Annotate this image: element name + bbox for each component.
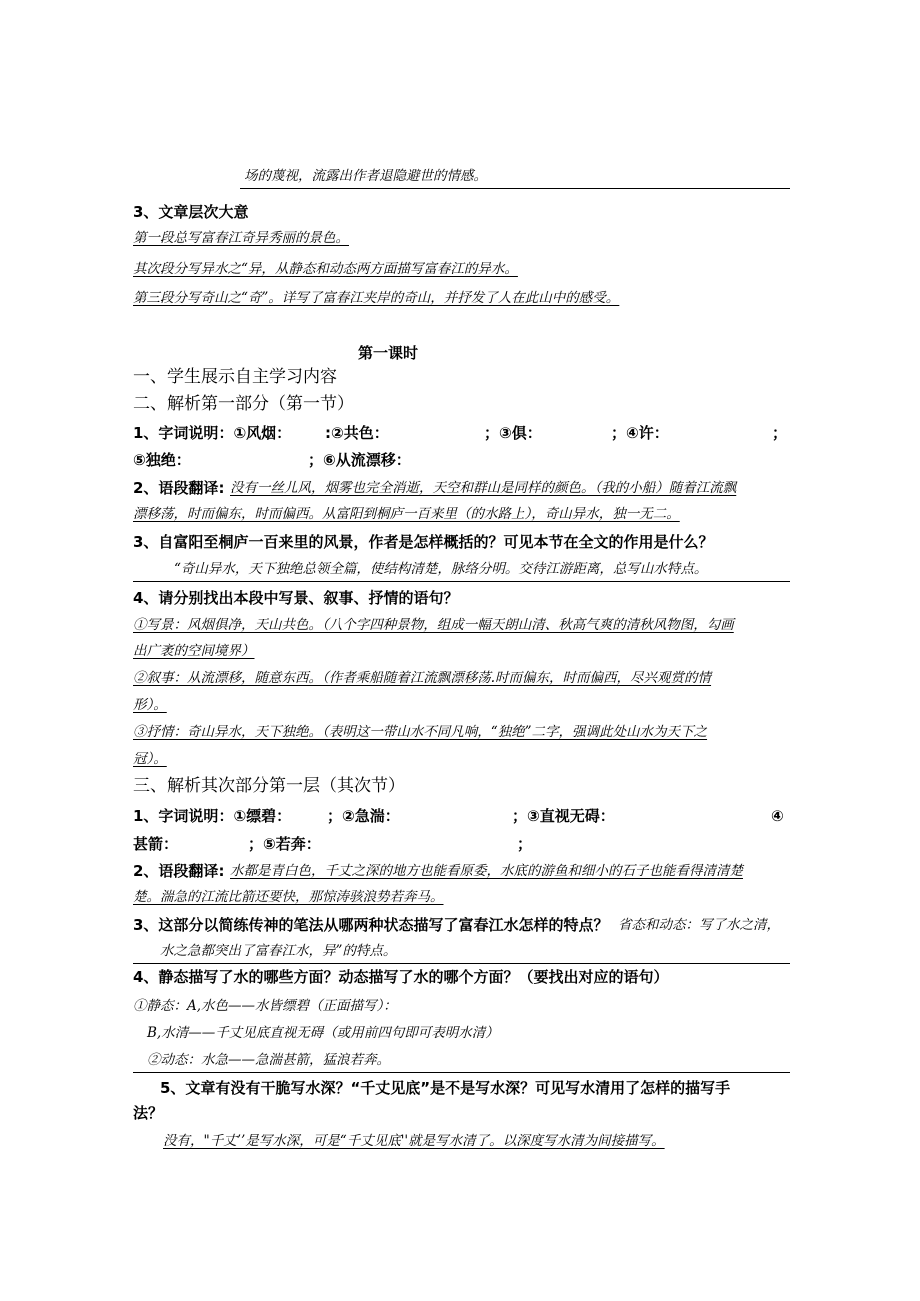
structure-para-1: 第一段总写富春江奇异秀丽的景色。: [133, 230, 349, 246]
answer-rule: [133, 963, 790, 964]
translation-label: 2、语段翻译:: [133, 479, 225, 497]
section-2-heading: 二、解析第一部分（第一节）: [133, 394, 354, 414]
vocab-sep: ；: [772, 424, 788, 442]
question-5: 5、文章有没有干脆写水深？“千丈见底”是不是写水深？可见写水清用了怎样的描写手: [160, 1079, 731, 1097]
vocab-item-ju: ；③俱：: [484, 424, 542, 442]
vocab-item-gongse: :②共色：: [325, 424, 389, 442]
vocab-question-1: 1、字词说明：①风烟：: [133, 424, 292, 442]
lesson-title: 第一课时: [358, 344, 419, 362]
vocab-sep: ；: [517, 835, 533, 853]
question-5-cont: 法？: [133, 1104, 164, 1122]
answer-4-static-a: ①静态：A,水色——水皆缥碧（正面描写）：: [133, 998, 397, 1014]
question-3-part3: 3、这部分以简练传神的笔法从哪两种状态描写了富春江水怎样的特点？: [133, 916, 609, 934]
answer-4-scene-1: ①写景：风烟俱净，天山共色。（八个字四种景物，组成一幅天朗山清、秋高气爽的清秋风物图，勾画: [133, 617, 734, 633]
answer-3-part3-b: 水之急都突出了富春江水，异”的特点。: [160, 943, 397, 959]
continuation-line: 场的蔑视，流露出作者退隐避世的情感。: [244, 168, 487, 184]
answer-4-dynamic: ②动态：水急——急湍甚箭，猛浪若奔。: [147, 1052, 390, 1068]
answer-4-narrate-2: 形）。: [133, 697, 167, 713]
answer-5: 没有，"千丈’’是写水深，可是“千丈见底''就是写水清了。以深度写水清为间接描写。: [163, 1133, 665, 1149]
answer-rule: [133, 581, 790, 582]
structure-para-2: 其次段分写异水之“异，从静态和动态两方面描写富春江的异水。: [133, 261, 518, 277]
section-1-heading: 一、学生展示自主学习内容: [133, 367, 337, 387]
section-3-heading: 三、解析其次部分第一层（其次节）: [133, 776, 405, 796]
vocab-num-4: ④: [771, 807, 784, 825]
answer-4-emotion-1: ③抒情：奇山异水，天下独绝。（表明这一带山水不同凡响，“独绝”二字，强调此处山水为天下之: [133, 724, 708, 740]
structure-para-3: 第三段分写奇山之“奇”。详写了富春江夹岸的奇山，并抒发了人在此山中的感受。: [133, 290, 620, 306]
translation2-line-1: 水都是青白色，千丈之深的地方也能看原委，水底的游鱼和细小的石子也能看得清清楚: [230, 863, 743, 879]
heading-structure: 3、文章层次大意: [133, 203, 249, 221]
answer-4-scene-2: 出广袤的空间境界）: [133, 643, 255, 659]
answer-3: “奇山异水，天下独绝总领全篇，使结构清楚，脉络分明。交待江游距离，总写山水特点。: [174, 561, 708, 577]
translation-line-2: 漂移荡，时而偏东，时而偏西。从富阳到桐庐一百来里（的水路上），奇山异水，独一无二。: [133, 506, 680, 522]
question-4-part3: 4、静态描写了水的哪些方面？动态描写了水的哪个方面？（要找出对应的语句）: [133, 968, 669, 986]
vocab-item-congliu: ；⑥从流漂移：: [308, 451, 411, 469]
vocab-question-2: 1、字词说明：①缥碧：: [133, 807, 292, 825]
question-3: 3、自富阳至桐庐一百来里的风景，作者是怎样概括的？可见本节在全文的作用是什么？: [133, 533, 714, 551]
vocab-item-jituan: ；②急湍：: [327, 807, 400, 825]
answer-4-emotion-2: 冠）。: [133, 751, 167, 767]
answer-4-narrate-1: ②叙事：从流漂移，随意东西。（作者乘船随着江流飘漂移荡.时而偏东，时而偏西，尽兴观赏的情: [133, 670, 712, 686]
translation-line-1: 没有一丝儿风，烟雾也完全消逝，天空和群山是同样的颜色。（我的小船）随着江流飘: [230, 480, 737, 496]
vocab-item-dujue: ⑤独绝：: [133, 451, 191, 469]
answer-rule: [133, 1072, 790, 1073]
translation-label-2: 2、语段翻译:: [133, 862, 225, 880]
question-4: 4、请分别找出本段中写景、叙事、抒情的语句？: [133, 589, 459, 607]
vocab-item-ruoben: ；⑤若奔：: [248, 835, 321, 853]
answer-rule: [240, 188, 790, 189]
vocab-item-xu: ；④许：: [611, 424, 669, 442]
vocab-item-shenjian: 甚箭：: [133, 835, 179, 853]
answer-3-part3-a: 省态和动态：写了水之清，: [618, 917, 780, 933]
vocab-item-zhishi: ；③直视无碍：: [512, 807, 615, 825]
translation2-line-2: 楚。湍急的江流比箭还要快，那惊涛骇浪势若奔马。: [133, 889, 444, 905]
answer-4-static-b: B,水清——千丈见底直视无碍（或用前四句即可表明水清）: [147, 1025, 499, 1041]
